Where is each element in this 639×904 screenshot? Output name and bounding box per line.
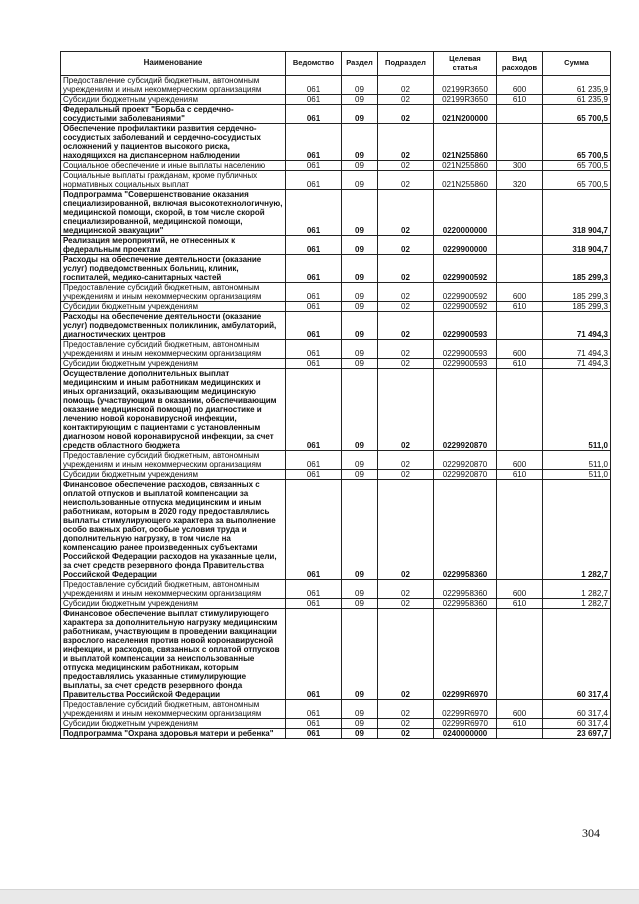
table-row [61,599,611,609]
cell-target-article: 0229900592 [434,302,497,312]
cell-sum: 511,0 [543,451,611,470]
cell-sum: 60 317,4 [543,700,611,719]
table-row [61,340,611,359]
cell-department: 061 [286,340,342,359]
cell-section: 09 [342,451,378,470]
cell-expense-type [497,255,543,283]
table-row [61,470,611,480]
cell-subsection: 02 [378,95,434,105]
table-row [61,480,611,580]
cell-name: Обеспечение профилактики развития сердечно-сосудистых заболеваний и сердечно-сосудистых осложнений у пациентов высокого риска, находящихся на диспансерном наблюдении [61,124,286,161]
table-row [61,729,611,739]
cell-target-article: 02299R6970 [434,700,497,719]
cell-subsection: 02 [378,340,434,359]
header-expense-type: Вид расходов [497,52,543,76]
cell-section: 09 [342,255,378,283]
cell-department: 061 [286,609,342,700]
table-row [61,76,611,95]
cell-department: 061 [286,729,342,739]
table-row [61,95,611,105]
cell-target-article: 021N255860 [434,124,497,161]
cell-section: 09 [342,171,378,190]
cell-subsection: 02 [378,283,434,302]
cell-expense-type: 610 [497,95,543,105]
cell-section: 09 [342,283,378,302]
cell-subsection: 02 [378,369,434,451]
cell-target-article: 02299R6970 [434,719,497,729]
table-row [61,451,611,470]
cell-subsection: 02 [378,700,434,719]
cell-subsection: 02 [378,171,434,190]
cell-expense-type [497,124,543,161]
cell-subsection: 02 [378,105,434,124]
cell-department: 061 [286,283,342,302]
cell-name: Субсидии бюджетным учреждениям [61,719,286,729]
cell-department: 061 [286,312,342,340]
cell-section: 09 [342,105,378,124]
cell-sum: 65 700,5 [543,124,611,161]
cell-sum: 185 299,3 [543,255,611,283]
cell-target-article: 0220000000 [434,190,497,236]
cell-sum: 185 299,3 [543,283,611,302]
cell-name: Субсидии бюджетным учреждениям [61,470,286,480]
cell-name: Расходы на обеспечение деятельности (оказание услуг) подведомственных больниц, клиник, госпиталей, медико-санитарных частей [61,255,286,283]
cell-department: 061 [286,480,342,580]
table-header [61,52,611,76]
table-row [61,283,611,302]
cell-expense-type: 600 [497,700,543,719]
cell-department: 061 [286,719,342,729]
bottom-scan-strip [0,889,639,904]
cell-expense-type: 600 [497,76,543,95]
table-row [61,161,611,171]
cell-sum: 23 697,7 [543,729,611,739]
cell-department: 061 [286,105,342,124]
cell-sum: 61 235,9 [543,76,611,95]
cell-expense-type [497,105,543,124]
cell-section: 09 [342,340,378,359]
cell-expense-type: 600 [497,340,543,359]
cell-section: 09 [342,76,378,95]
table-row [61,369,611,451]
cell-section: 09 [342,700,378,719]
cell-department: 061 [286,190,342,236]
cell-section: 09 [342,359,378,369]
cell-target-article: 0229958360 [434,480,497,580]
header-sum: Сумма [543,52,611,76]
cell-name: Предоставление субсидий бюджетным, автономным учреждениям и иным некоммерческим организациям [61,76,286,95]
cell-target-article: 0229920870 [434,451,497,470]
cell-target-article: 02299R6970 [434,609,497,700]
cell-subsection: 02 [378,359,434,369]
cell-subsection: 02 [378,451,434,470]
table-row [61,700,611,719]
cell-name: Субсидии бюджетным учреждениям [61,359,286,369]
cell-department: 061 [286,124,342,161]
cell-name: Реализация мероприятий, не отнесенных к федеральным проектам [61,236,286,255]
cell-expense-type [497,190,543,236]
cell-name: Субсидии бюджетным учреждениям [61,599,286,609]
table-row [61,609,611,700]
cell-expense-type: 610 [497,719,543,729]
cell-department: 061 [286,451,342,470]
table-row [61,190,611,236]
table-row [61,255,611,283]
cell-expense-type: 600 [497,283,543,302]
budget-table [60,51,611,739]
cell-subsection: 02 [378,729,434,739]
cell-department: 061 [286,599,342,609]
cell-name: Субсидии бюджетным учреждениям [61,95,286,105]
cell-target-article: 0229958360 [434,580,497,599]
table-row [61,105,611,124]
table-row [61,124,611,161]
cell-name: Федеральный проект "Борьба с сердечно-сосудистыми заболеваниями" [61,105,286,124]
table-body [61,76,611,739]
header-subsection: Подраздел [378,52,434,76]
cell-subsection: 02 [378,580,434,599]
cell-target-article: 0229920870 [434,470,497,480]
cell-section: 09 [342,729,378,739]
cell-section: 09 [342,480,378,580]
cell-target-article: 021N255860 [434,161,497,171]
cell-expense-type [497,369,543,451]
cell-sum: 60 317,4 [543,719,611,729]
cell-name: Предоставление субсидий бюджетным, автономным учреждениям и иным некоммерческим организациям [61,283,286,302]
cell-name: Финансовое обеспечение расходов, связанных с оплатой отпусков и выплатой компенсации за неиспользованные отпуска медицинским и иным работникам, которым в 2020 году предоставлялись выплаты стимулирующего характера за выполнение особо важных работ, особые условия труда и дополнительную нагрузку, в том числе на компенсацию ранее произведенных субъектами Российской Федерации расходов на указанные цели, за счет средств резервного фонда Правительства Российской Федерации [61,480,286,580]
cell-department: 061 [286,255,342,283]
cell-department: 061 [286,161,342,171]
cell-sum: 65 700,5 [543,171,611,190]
cell-target-article: 0240000000 [434,729,497,739]
cell-department: 061 [286,700,342,719]
cell-target-article: 0229900592 [434,283,497,302]
cell-subsection: 02 [378,609,434,700]
table-row [61,312,611,340]
cell-target-article: 021N255860 [434,171,497,190]
cell-name: Социальные выплаты гражданам, кроме публичных нормативных социальных выплат [61,171,286,190]
cell-target-article: 0229920870 [434,369,497,451]
cell-expense-type: 610 [497,359,543,369]
cell-sum: 511,0 [543,369,611,451]
cell-sum: 71 494,3 [543,359,611,369]
cell-sum: 71 494,3 [543,312,611,340]
cell-name: Расходы на обеспечение деятельности (оказание услуг) подведомственных поликлиник, амбулаторий, диагностических центров [61,312,286,340]
cell-subsection: 02 [378,480,434,580]
cell-target-article: 0229900592 [434,255,497,283]
cell-department: 061 [286,95,342,105]
header-department: Ведомство [286,52,342,76]
cell-sum: 65 700,5 [543,105,611,124]
cell-name: Осуществление дополнительных выплат медицинским и иным работникам медицинских и иных организаций, оказывающим медицинскую помощь (участвующим в оказании, обеспечивающим оказание медицинской помощи) по диагностике и лечению новой коронавирусной инфекции, контактирующим с пациентами с установленным диагнозом новой коронавирусной инфекции, за счет средств областного бюджета [61,369,286,451]
cell-subsection: 02 [378,236,434,255]
cell-expense-type: 610 [497,470,543,480]
cell-section: 09 [342,470,378,480]
cell-expense-type [497,236,543,255]
cell-name: Подпрограмма "Охрана здоровья матери и ребенка" [61,729,286,739]
header-section: Раздел [342,52,378,76]
cell-section: 09 [342,580,378,599]
cell-sum: 185 299,3 [543,302,611,312]
cell-sum: 1 282,7 [543,580,611,599]
cell-section: 09 [342,124,378,161]
cell-sum: 1 282,7 [543,480,611,580]
cell-sum: 65 700,5 [543,161,611,171]
cell-target-article: 0229900000 [434,236,497,255]
cell-subsection: 02 [378,599,434,609]
cell-subsection: 02 [378,255,434,283]
cell-department: 061 [286,236,342,255]
cell-expense-type [497,609,543,700]
cell-subsection: 02 [378,161,434,171]
cell-expense-type: 600 [497,451,543,470]
table-row [61,171,611,190]
cell-expense-type: 610 [497,599,543,609]
cell-section: 09 [342,95,378,105]
header-target-article: Целевая статья [434,52,497,76]
cell-subsection: 02 [378,719,434,729]
cell-section: 09 [342,190,378,236]
cell-expense-type: 610 [497,302,543,312]
cell-target-article: 02199R3650 [434,76,497,95]
page-number: 304 [582,826,600,840]
cell-subsection: 02 [378,470,434,480]
cell-sum: 318 904,7 [543,190,611,236]
cell-sum: 1 282,7 [543,599,611,609]
cell-sum: 511,0 [543,470,611,480]
cell-department: 061 [286,302,342,312]
table-row [61,359,611,369]
cell-expense-type [497,312,543,340]
cell-name: Субсидии бюджетным учреждениям [61,302,286,312]
cell-name: Предоставление субсидий бюджетным, автономным учреждениям и иным некоммерческим организациям [61,340,286,359]
cell-name: Предоставление субсидий бюджетным, автономным учреждениям и иным некоммерческим организациям [61,700,286,719]
cell-sum: 60 317,4 [543,609,611,700]
cell-department: 061 [286,580,342,599]
cell-sum: 318 904,7 [543,236,611,255]
cell-name: Социальное обеспечение и иные выплаты населению [61,161,286,171]
cell-target-article: 0229900593 [434,340,497,359]
cell-name: Подпрограмма "Совершенствование оказания специализированной, включая высокотехнологичную, медицинской помощи, скорой, в том числе скорой специализированной, медицинской помощи, медицинской эвакуации" [61,190,286,236]
table-row [61,580,611,599]
cell-department: 061 [286,369,342,451]
cell-section: 09 [342,312,378,340]
cell-expense-type [497,729,543,739]
cell-department: 061 [286,171,342,190]
cell-sum: 71 494,3 [543,340,611,359]
cell-expense-type [497,480,543,580]
cell-subsection: 02 [378,76,434,95]
cell-expense-type: 300 [497,161,543,171]
table-row [61,236,611,255]
cell-subsection: 02 [378,190,434,236]
cell-name: Предоставление субсидий бюджетным, автономным учреждениям и иным некоммерческим организациям [61,580,286,599]
cell-section: 09 [342,236,378,255]
cell-section: 09 [342,369,378,451]
cell-subsection: 02 [378,312,434,340]
cell-target-article: 0229958360 [434,599,497,609]
cell-subsection: 02 [378,302,434,312]
cell-target-article: 02199R3650 [434,95,497,105]
cell-target-article: 0229900593 [434,312,497,340]
cell-target-article: 021N200000 [434,105,497,124]
header-name: Наименование [61,52,286,76]
table-row [61,302,611,312]
cell-section: 09 [342,719,378,729]
cell-department: 061 [286,470,342,480]
cell-subsection: 02 [378,124,434,161]
cell-department: 061 [286,359,342,369]
cell-department: 061 [286,76,342,95]
cell-section: 09 [342,599,378,609]
cell-name: Предоставление субсидий бюджетным, автономным учреждениям и иным некоммерческим организациям [61,451,286,470]
cell-expense-type: 600 [497,580,543,599]
cell-target-article: 0229900593 [434,359,497,369]
cell-sum: 61 235,9 [543,95,611,105]
cell-section: 09 [342,161,378,171]
cell-name: Финансовое обеспечение выплат стимулирующего характера за дополнительную нагрузку медицинским работникам, участвующим в проведении вакцинации взрослого населения против новой коронавирусной инфекции, и расходов, связанных с оплатой отпусков и выплатой компенсации за неиспользованные отпуска медицинским работникам, которым предоставлялись указанные стимулирующие выплаты, за счет средств резервного фонда Правительства Российской Федерации [61,609,286,700]
cell-expense-type: 320 [497,171,543,190]
cell-section: 09 [342,302,378,312]
table-row [61,719,611,729]
cell-section: 09 [342,609,378,700]
